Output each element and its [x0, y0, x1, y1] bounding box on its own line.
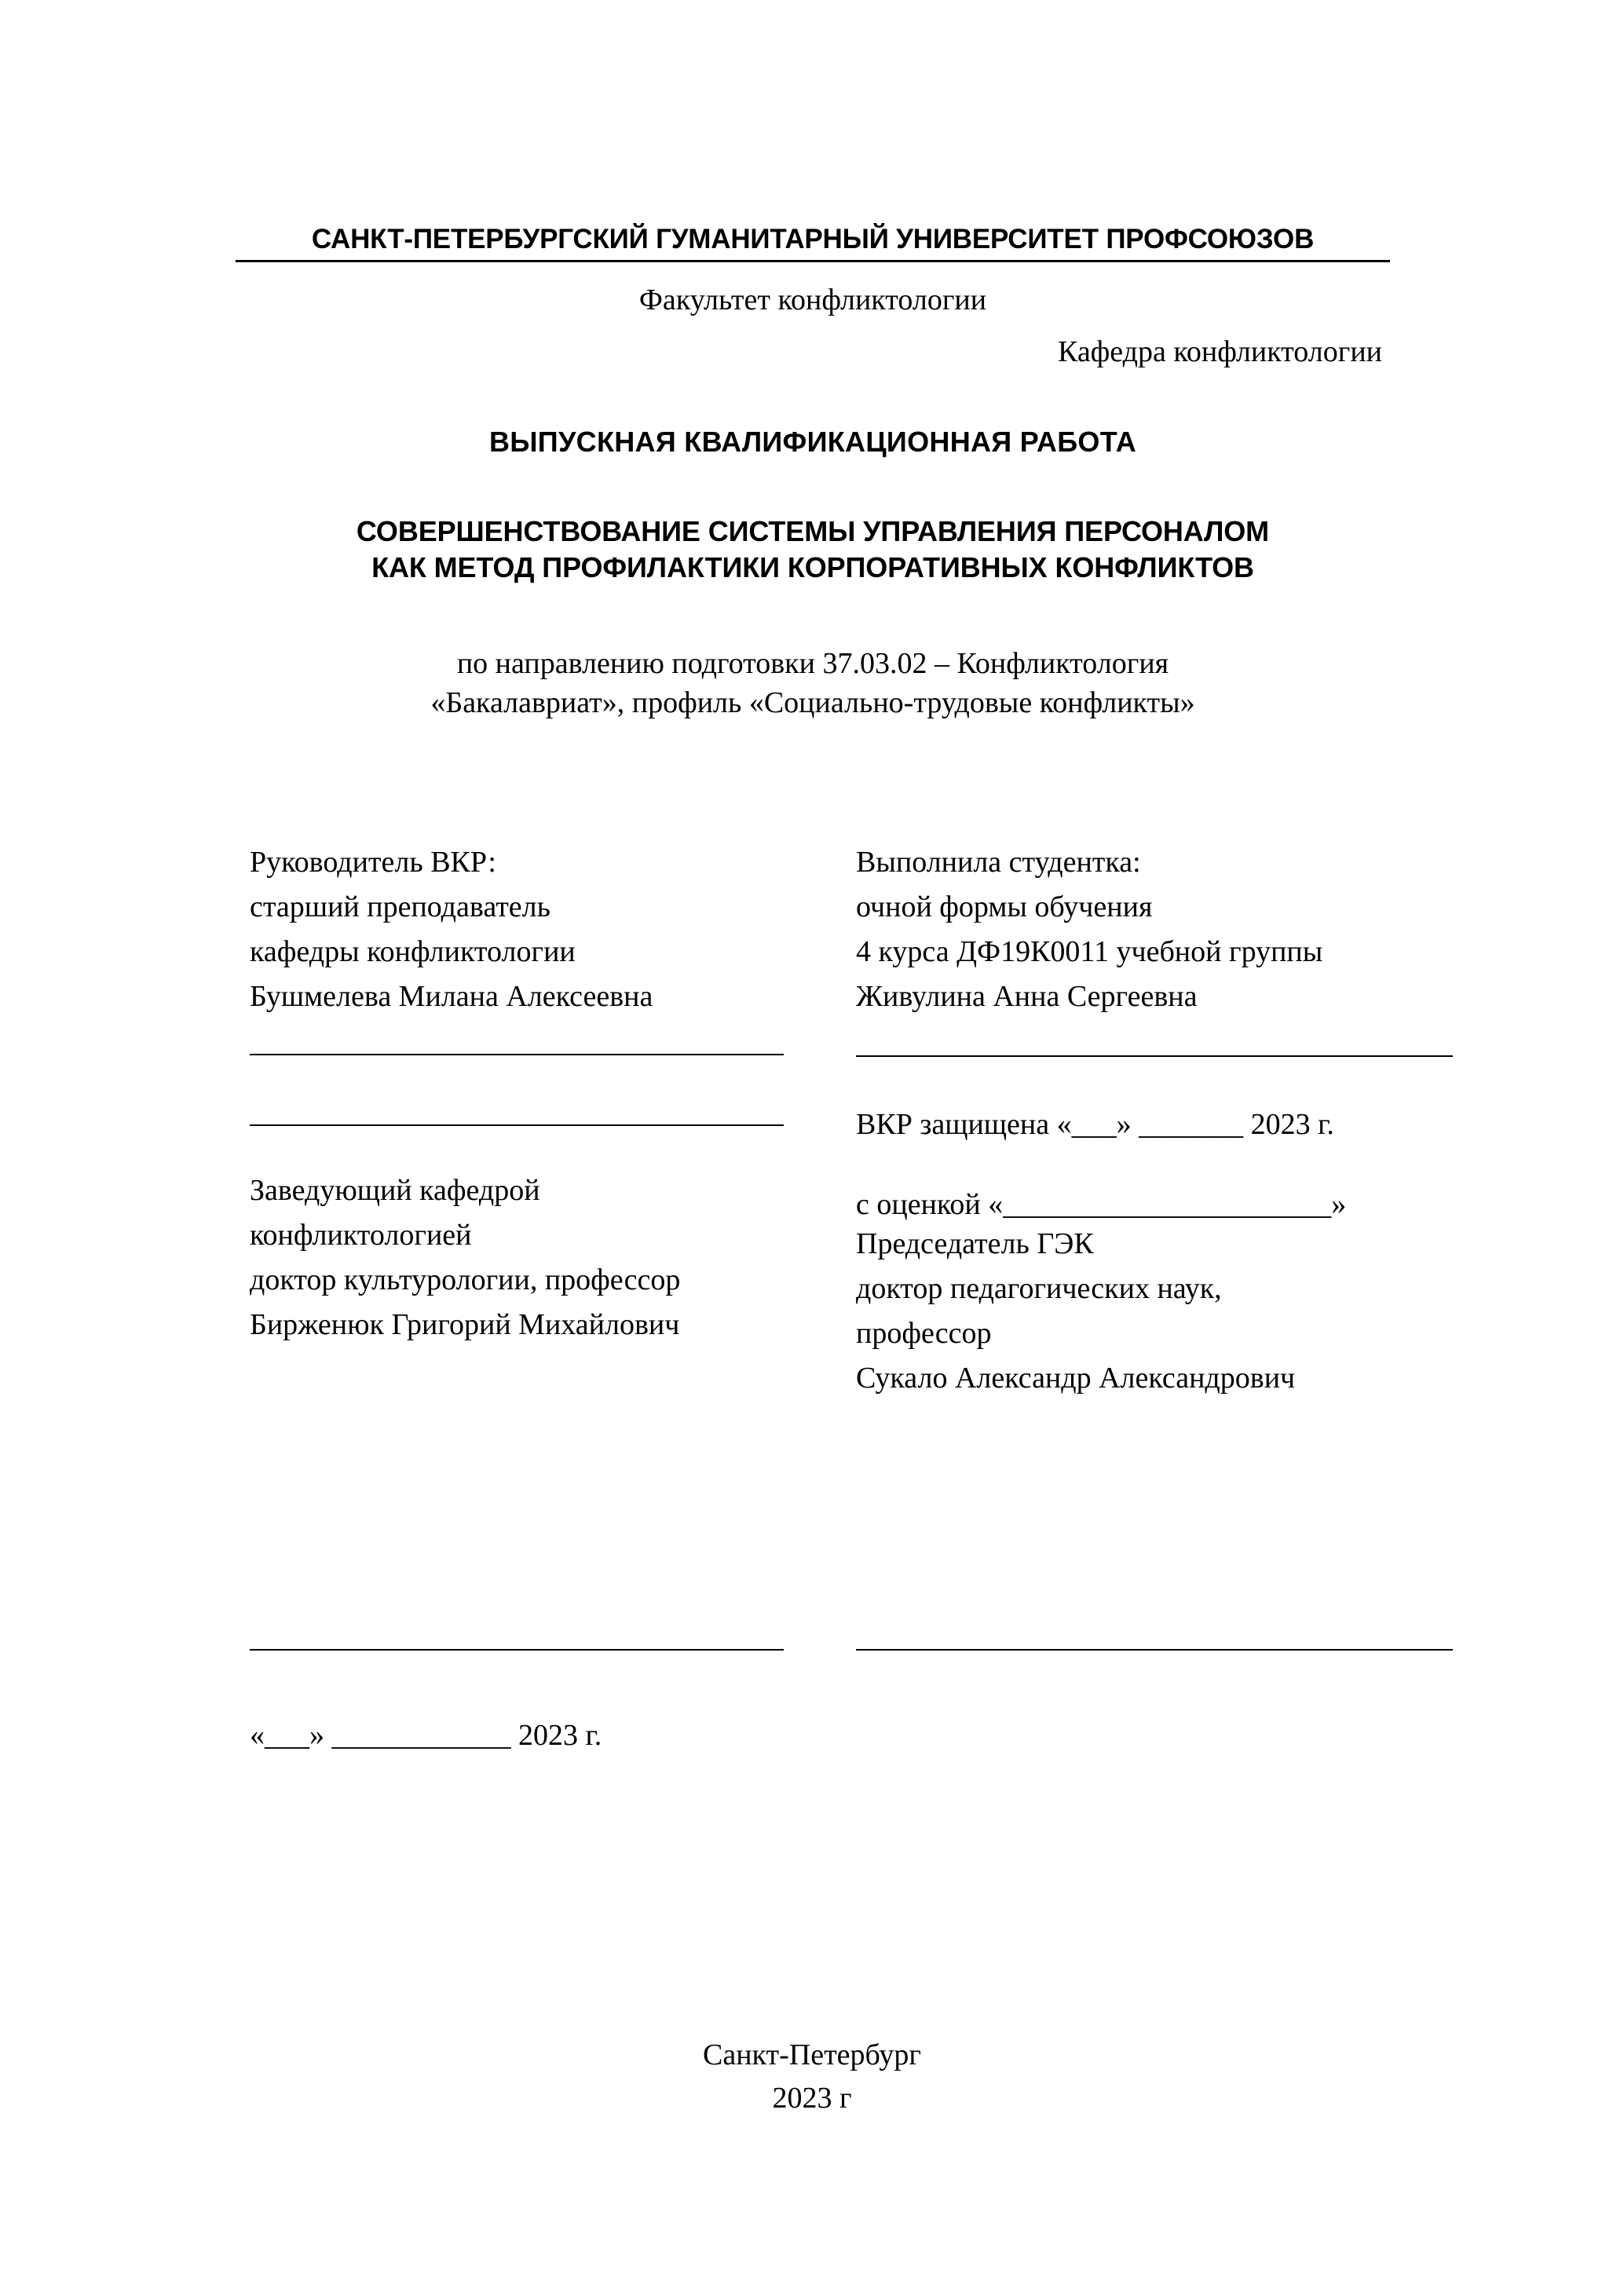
document-type: ВЫПУСКНАЯ КВАЛИФИКАЦИОННАЯ РАБОТА [488, 426, 1137, 458]
sign-date-line: «___» ____________ 2023 г. [250, 1719, 602, 1753]
university-name: САНКТ-ПЕТЕРБУРГСКИЙ ГУМАНИТАРНЫЙ УНИВЕРСИТЕТ ПРОФСОЮЗОВ [236, 224, 1390, 262]
thesis-title-line-2: КАК МЕТОД ПРОФИЛАКТИКИ КОРПОРАТИВНЫХ КОНФЛИКТОВ [371, 551, 1254, 584]
student-form: очной формы обучения [856, 890, 1153, 924]
head-role: Заведующий кафедрой [250, 1174, 540, 1208]
signature-column-right [856, 840, 1390, 1401]
chairman-name: Сукало Александр Александрович [856, 1362, 1296, 1395]
chairman-signature-line [856, 1649, 1453, 1651]
head-name: Бирженюк Григорий Михайлович [250, 1308, 680, 1342]
page-content [236, 224, 1390, 1753]
study-program [236, 644, 1390, 722]
chairman-role: Председатель ГЭК [856, 1227, 1094, 1261]
student-name: Живулина Анна Сергеевна [856, 980, 1198, 1014]
department-name: Кафедра конфликтологии [1057, 335, 1382, 368]
supervisor-name: Бушмелева Милана Алексеевна [250, 980, 653, 1014]
chairman-degree-line-2: профессор [856, 1317, 992, 1351]
footer [0, 2034, 1624, 2120]
supervisor-role: Руководитель ВКР: [250, 846, 496, 879]
study-program-line-1: по направлению подготовки 37.03.02 – Конфликтология [456, 647, 1169, 681]
thesis-title-line-1: СОВЕРШЕНСТВОВАНИЕ СИСТЕМЫ УПРАВЛЕНИЯ ПЕРСОНАЛОМ [356, 515, 1270, 547]
student-role: Выполнила студентка: [856, 846, 1141, 879]
supervisor-position: старший преподаватель [250, 890, 550, 924]
thesis-title [236, 514, 1390, 586]
city: Санкт-Петербург [702, 2038, 922, 2071]
head-department: конфликтологией [250, 1219, 472, 1252]
head-degree: доктор культурологии, профессор [250, 1263, 681, 1297]
supervisor-signature-line [250, 1054, 784, 1055]
year: 2023 г [772, 2082, 852, 2115]
head-signature-line [250, 1649, 784, 1651]
defense-date-text: ВКР защищена «___» _______ 2023 г. [856, 1108, 1334, 1142]
faculty-name: Факультет конфликтологии [638, 283, 987, 316]
chairman-degree-line-1: доктор педагогических наук, [856, 1272, 1222, 1306]
student-group: 4 курса ДФ19К0011 учебной группы [856, 935, 1323, 969]
defense-grade-text: с оценкой «______________________» [856, 1188, 1347, 1222]
study-program-line-2: «Бакалавриат», профиль «Социально-трудовые конфликты» [430, 686, 1195, 720]
supervisor-department: кафедры конфликтологии [250, 935, 576, 969]
signature-column-left [250, 840, 799, 1347]
